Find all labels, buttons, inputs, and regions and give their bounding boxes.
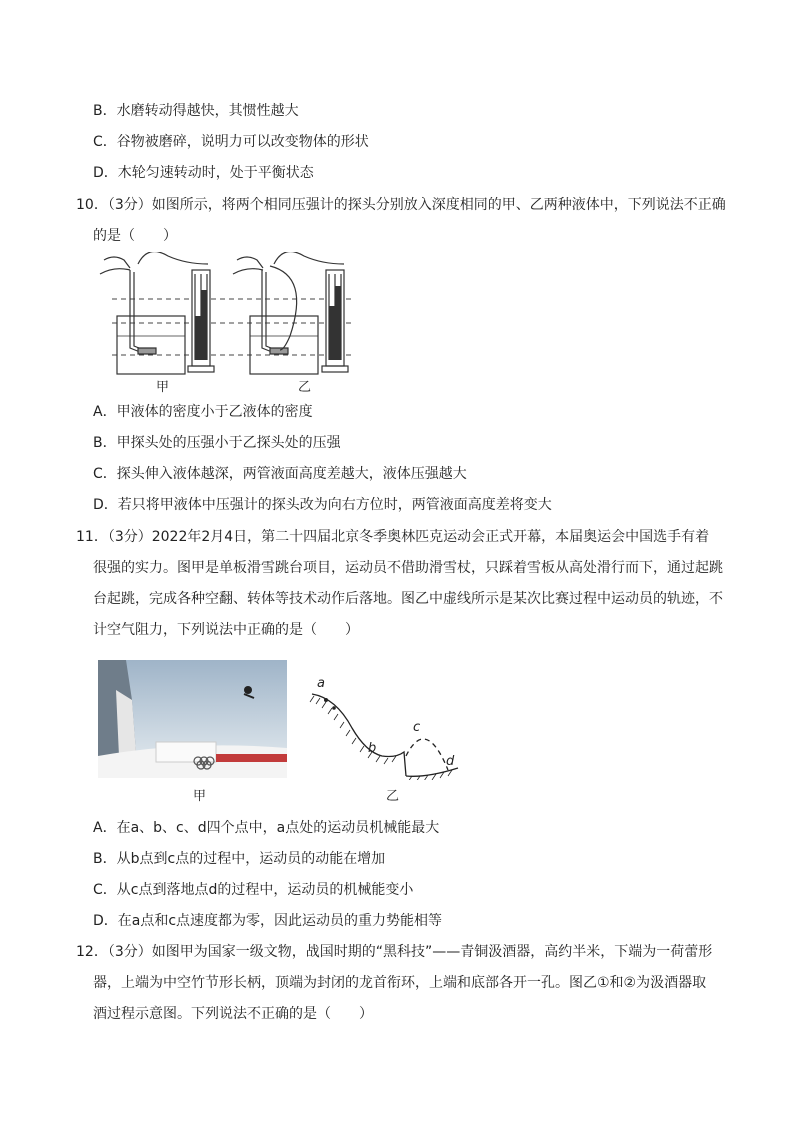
q11-option-d: D．在a点和c点速度都为零，因此运动员的重力势能相等 xyxy=(93,913,443,929)
q11-option-a: A．在a、b、c、d四个点中，a点处的运动员机械能最大 xyxy=(93,820,440,836)
q10-stem-line-1: 10．（3分）如图所示，将两个相同压强计的探头分别放入深度相同的甲、乙两种液体中，下列说法不正确 xyxy=(76,197,726,213)
pressure-gauge-left xyxy=(100,252,214,374)
q10-stem-line-2: 的是（ ） xyxy=(93,228,177,244)
q11-trajectory-diagram xyxy=(308,672,468,780)
q10-option-a: A．甲液体的密度小于乙液体的密度 xyxy=(93,404,313,420)
q9-option-d: D．木轮匀速转动时，处于平衡状态 xyxy=(93,165,314,181)
q11-point-label-a: a xyxy=(317,676,325,691)
q9-option-c: C．谷物被磨碎，说明力可以改变物体的形状 xyxy=(93,134,369,150)
q10-figure-label-jia: 甲 xyxy=(156,380,170,395)
q11-photo-snowboard xyxy=(98,660,287,778)
q11-stem-line-4: 计空气阻力，下列说法中正确的是（ ） xyxy=(93,622,359,638)
q12-stem-line-1: 12．（3分）如图甲为国家一级文物，战国时期的“黑科技”——青铜汲酒器，高约半米，下端为一荷蕾形 xyxy=(76,944,713,960)
q11-point-label-d: d xyxy=(446,754,455,769)
q12-stem-line-3: 酒过程示意图。下列说法不正确的是（ ） xyxy=(93,1006,373,1022)
q11-stem-line-2: 很强的实力。图甲是单板滑雪跳台项目，运动员不借助滑雪杖，只踩着雪板从高处滑行而下，通过起跳 xyxy=(93,560,723,576)
q10-option-b: B．甲探头处的压强小于乙探头处的压强 xyxy=(93,435,341,451)
pressure-gauge-right xyxy=(233,252,348,374)
q9-option-b: B．水磨转动得越快，其惯性越大 xyxy=(93,103,299,119)
q11-stem-line-3: 台起跳，完成各种空翻、转体等技术动作后落地。图乙中虚线所示是某次比赛过程中运动员的轨迹，不 xyxy=(93,591,723,607)
q10-figure-label-yi: 乙 xyxy=(298,380,312,395)
q11-option-b: B．从b点到c点的过程中，运动员的动能在增加 xyxy=(93,851,386,867)
q11-stem-line-1: 11．（3分）2022年2月4日，第二十四届北京冬季奥林匹克运动会正式开幕，本届奥运会中国选手有着 xyxy=(76,529,710,545)
q11-figure-label-jia: 甲 xyxy=(193,789,207,804)
q11-point-label-c: c xyxy=(413,720,421,735)
q11-option-c: C．从c点到落地点d的过程中，运动员的机械能变小 xyxy=(93,882,414,898)
q11-figure-label-yi: 乙 xyxy=(386,789,400,804)
q10-figure xyxy=(92,252,362,382)
q10-option-c: C．探头伸入液体越深，两管液面高度差越大，液体压强越大 xyxy=(93,466,467,482)
q10-option-d: D．若只将甲液体中压强计的探头改为向右方位时，两管液面高度差将变大 xyxy=(93,497,552,513)
q11-point-label-b: b xyxy=(368,741,377,756)
q12-stem-line-2: 器，上端为中空竹节形长柄，顶端为封闭的龙首衔环，上端和底部各开一孔。图乙①和②为汲酒器取 xyxy=(93,975,707,991)
